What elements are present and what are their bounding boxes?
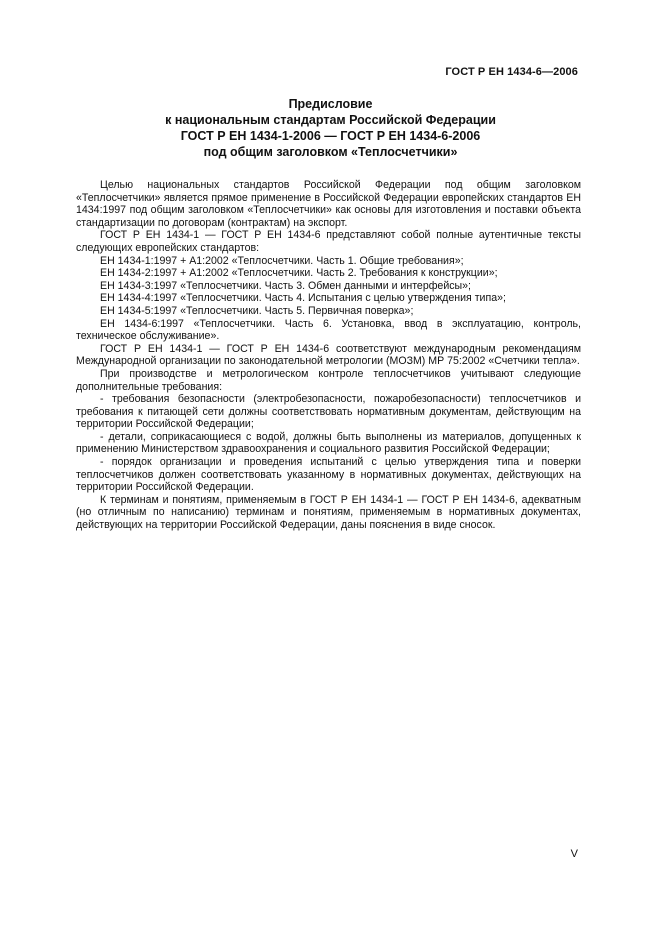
paragraph: ГОСТ Р ЕН 1434-1 — ГОСТ Р ЕН 1434-6 соответствуют международным рекомендациям Международной организации по законодательной метрологии (МОЗМ) МР 75:2002 «Счетчики тепла».: [76, 342, 581, 368]
foreword-body: [76, 179, 581, 532]
title-line: под общим заголовком «Теплосчетчики»: [203, 145, 458, 159]
title-line: к национальным стандартам Российской Федерации: [165, 113, 496, 127]
title-line: ГОСТ Р ЕН 1434-1-2006 — ГОСТ Р ЕН 1434-6-2006: [180, 129, 481, 143]
standard-list-item: ЕН 1434-1:1997 + А1:2002 «Теплосчетчики. Часть 1. Общие требования»;: [100, 254, 464, 267]
paragraph: Целью национальных стандартов Российской Федерации под общим заголовком «Теплосчетчики» является прямое применение в Российской Федерации европейских стандартов ЕН 1434:1997 под общим заголовком «Теплосчетчики» как основы для изготовления и поставки объекта стандартизации по договорам (контрактам) на экспорт.: [76, 179, 581, 229]
standard-list-item: ЕН 1434-5:1997 «Теплосчетчики. Часть 5. Первичная поверка»;: [100, 304, 414, 317]
paragraph: ГОСТ Р ЕН 1434-1 — ГОСТ Р ЕН 1434-6 представляют собой полные аутентичные тексты следующих европейских стандартов:: [76, 229, 581, 254]
standard-list-item: ЕН 1434-4:1997 «Теплосчетчики. Часть 4. Испытания с целью утверждения типа»;: [100, 292, 506, 305]
title-line: Предисловие: [288, 97, 373, 111]
requirement-item: - требования безопасности (электробезопасности, пожаробезопасности) теплосчетчиков и требования к питающей сети должны соответствовать нормативным документам, действующим на территории Российской Федерации;: [76, 393, 581, 431]
requirement-item: - порядок организации и проведения испытаний с целью утверждения типа и поверки теплосчетчиков должен соответствовать указанному в нормативных документах, действующих на территории Российской Федерации.: [76, 456, 581, 494]
document-code-header: ГОСТ Р ЕН 1434-6—2006: [445, 66, 578, 78]
paragraph: К терминам и понятиям, применяемым в ГОСТ Р ЕН 1434-1 — ГОСТ Р ЕН 1434-6, адекватным (но отличным по написанию) терминам и понятиям, применяемым в нормативных документах, действующих на территории Российской Федерации, даны пояснения в виде сносок.: [76, 493, 581, 532]
standard-list-item: ЕН 1434-3:1997 «Теплосчетчики. Часть 3. Обмен данными и интерфейсы»;: [100, 279, 471, 292]
page-number: V: [570, 848, 578, 860]
paragraph: При производстве и метрологическом контроле теплосчетчиков учитывают следующие дополнительные требования:: [76, 367, 581, 393]
standard-list-item: ЕН 1434-2:1997 + А1:2002 «Теплосчетчики. Часть 2. Требования к конструкции»;: [100, 267, 498, 280]
foreword-title: [0, 96, 661, 160]
requirement-item: - детали, соприкасающиеся с водой, должны быть выполнены из материалов, допущенных к применению Министерством здравоохранения и социального развития Российской Федерации;: [76, 430, 581, 456]
standard-list-item: ЕН 1434-6:1997 «Теплосчетчики. Часть 6. Установка, ввод в эксплуатацию, контроль, техническое обслуживание».: [76, 317, 581, 343]
